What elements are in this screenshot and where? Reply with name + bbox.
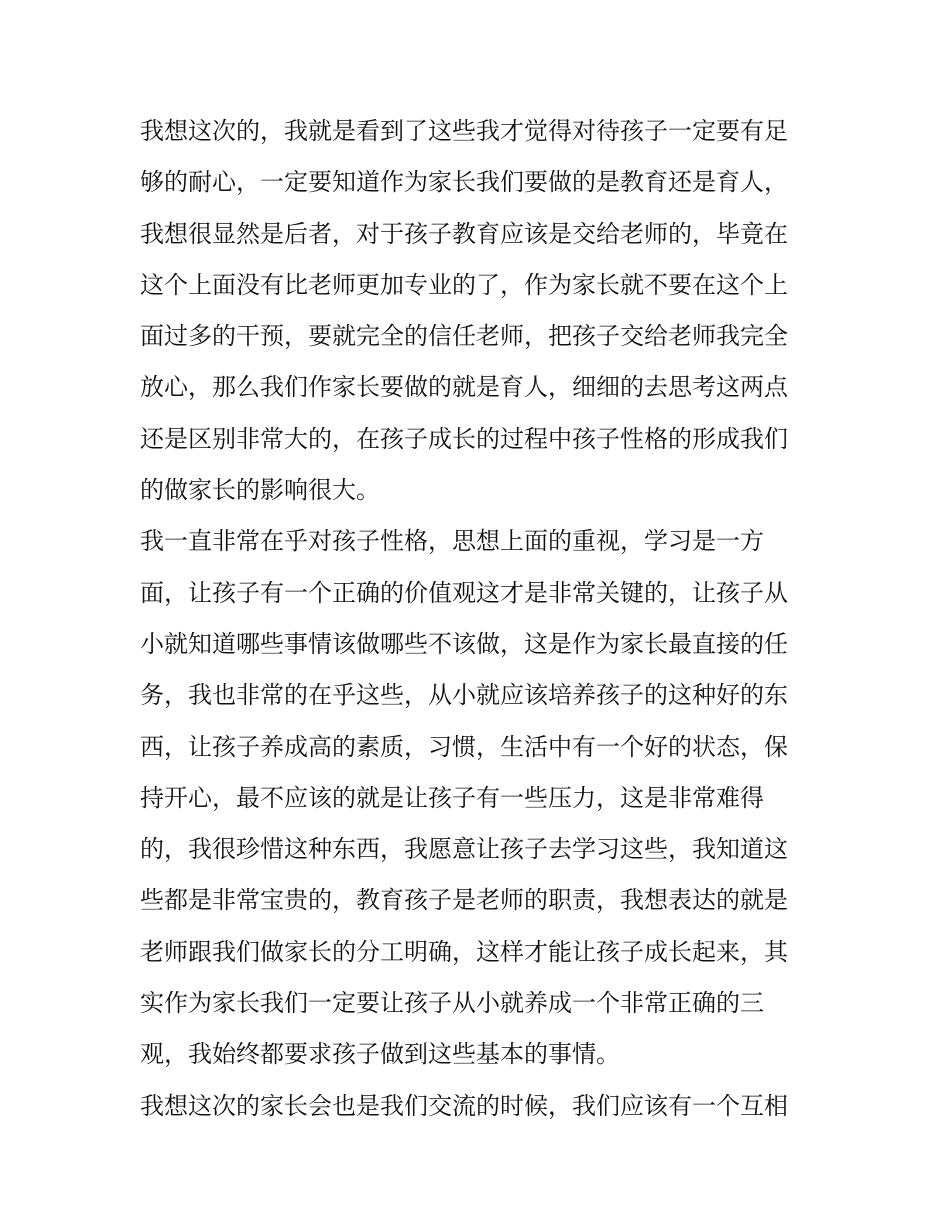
text-line: 观，我始终都要求孩子做到这些基本的事情。 — [140, 1040, 620, 1069]
text-line: 小就知道哪些事情该做哪些不该做，这是作为家长最直接的任 — [140, 629, 788, 658]
text-line: 我一直非常在乎对孩子性格，思想上面的重视，学习是一方 — [140, 527, 764, 556]
text-line: 我想这次的，我就是看到了这些我才觉得对待孩子一定要有足 — [140, 117, 788, 145]
text-line: 务，我也非常的在乎这些，从小就应该培养孩子的这种好的东 — [140, 681, 788, 710]
text-line: 这个上面没有比老师更加专业的了，作为家长就不要在这个上 — [140, 270, 788, 299]
text-line: 还是区别非常大的，在孩子成长的过程中孩子性格的形成我们 — [140, 424, 788, 453]
text-line: 面，让孩子有一个正确的价值观这才是非常关键的，让孩子从 — [140, 578, 788, 607]
text-line: 持开心，最不应该的就是让孩子有一些压力，这是非常难得 — [140, 783, 764, 812]
text-line: 的，我很珍惜这种东西，我愿意让孩子去学习这些，我知道这 — [140, 835, 788, 864]
text-line: 些都是非常宝贵的，教育孩子是老师的职责，我想表达的就是 — [140, 886, 788, 915]
text-line: 实作为家长我们一定要让孩子从小就养成一个非常正确的三 — [140, 989, 764, 1018]
text-line: 面过多的干预，要就完全的信任老师，把孩子交给老师我完全 — [140, 322, 788, 351]
body-text — [140, 106, 820, 1132]
text-line: 的做家长的影响很大。 — [140, 476, 380, 505]
text-line: 西，让孩子养成高的素质，习惯，生活中有一个好的状态，保 — [140, 732, 788, 761]
text-line: 放心，那么我们作家长要做的就是育人，细细的去思考这两点 — [140, 373, 788, 402]
text-line: 够的耐心，一定要知道作为家长我们要做的是教育还是育人， — [140, 168, 788, 197]
text-line: 老师跟我们做家长的分工明确，这样才能让孩子成长起来，其 — [140, 937, 788, 966]
text-line: 我想很显然是后者，对于孩子教育应该是交给老师的，毕竟在 — [140, 219, 788, 248]
text-line: 我想这次的家长会也是我们交流的时候，我们应该有一个互相 — [140, 1091, 788, 1120]
